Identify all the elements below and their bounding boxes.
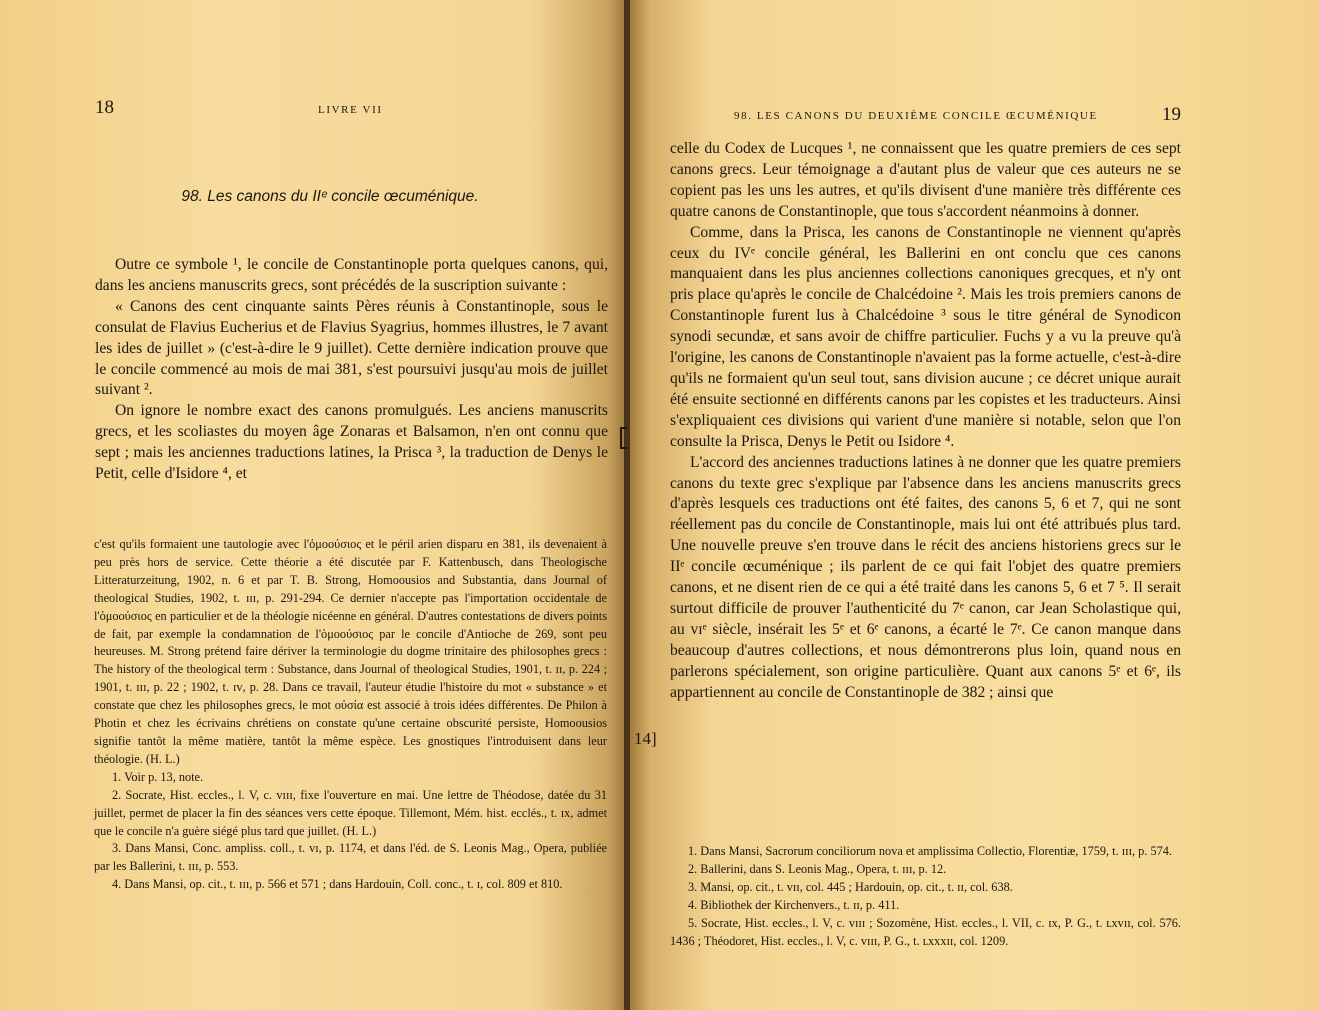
- left-page: [0, 0, 626, 1010]
- footnote: 1. Dans Mansi, Sacrorum conciliorum nova et amplissima Collectio, Florentiæ, 1759, t. ɪɪɪ, p. 574.: [688, 844, 1172, 858]
- body-text: [670, 139, 1181, 703]
- footnote: 4. Dans Mansi, op. cit., t. ɪɪɪ, p. 566 et 571 ; dans Hardouin, Coll. conc., t. ɪ, col. 809 et 810.: [112, 877, 563, 892]
- paragraph: celle du Codex de Lucques ¹, ne connaissent que les quatre premiers de ces sept canons grecs. Leur témoignage a d'autant plus de valeur que ces auteurs ne se copient pas les uns les autres, et qu'ils divisent d'une manière très différente ces quatre canons de Constantinople, que tous s'accordent néanmoins à donner.: [670, 140, 1181, 220]
- footnote: 2. Socrate, Hist. eccles., l. V, c. ᴠɪɪɪ, fixe l'ouverture en mai. Une lettre de Théodose, datée du 31 juillet, permet de placer la fin des séances vers cette époque. Tillemont, Mém. hist. ecclés., t. ɪx, admet que le concile n'a guère siégé plus tard que juillet. (H. L.): [94, 787, 607, 838]
- paragraph: On ignore le nombre exact des canons promulgués. Les anciens manuscrits grecs, et les scoliastes du moyen âge Zonaras et Balsamon, n'en ont connu que sept ; mais les anciennes traductions latines, la Prisca ³, la traduction de Denys le Petit, celle d'Isidore ⁴, et: [95, 402, 608, 483]
- right-page: [630, 0, 1319, 1010]
- footnote: 3. Dans Mansi, Conc. ampliss. coll., t. ᴠɪ, p. 1174, et dans l'éd. de S. Leonis Mag., Opera, publiée par les Ballerini, t. ɪɪɪ, p. 553.: [94, 841, 607, 874]
- footnote: 5. Socrate, Hist. eccles., l. V, c. ᴠɪɪɪ ; Sozomène, Hist. eccles., l. VII, c. ɪx, P. G., t. ʟxᴠɪɪ, col. 576. 1436 ; Théodoret, Hist. eccles., l. V, c. ᴠɪɪɪ, P. G., t. ʟxxxɪɪ, col. 1209.: [670, 915, 1181, 948]
- running-head: LIVRE VII: [318, 104, 383, 116]
- margin-bracket: [620, 427, 627, 449]
- paragraph: L'accord des anciennes traductions latines à ne donner que les quatre premiers canons du texte grec s'explique par l'absence dans les anciens manuscrits grecs d'après lesquels ces traductions ont été faites, des canons 5, 6 et 7, qui ne sont réellement pas du concile de Constantinople, mais lui ont été attribués plus tard. Une nouvelle preuve s'en trouve dans le récit des anciens historiens grecs sur le IIᵉ concile œcuménique ; ils parlent de ce qui fait l'objet des quatre premiers canons, et ne disent rien de ce qui a été traité dans les canons 5, 6 et 7 ⁵. Il serait surtout difficile de prouver l'authenticité du 7ᵉ canon, car Jean Scholastique qui, au ᴠɪᵉ siècle, insérait les 5ᵉ et 6ᵉ canons, a écarté le 7ᵉ. Ce canon manque dans beaucoup d'autres collections, et nous démontrerons plus loin, quand nous en parlerons spécialement, son origine particulière. Quant aux canons 5ᵉ et 6ᵉ, ils appartiennent au concile de Constantinople de 382 ; ainsi que: [670, 453, 1181, 701]
- margin-page-number: 14]: [634, 729, 657, 748]
- page-number: 19: [1162, 104, 1181, 125]
- section-title: 98. Les canons du IIᵉ concile œcuménique.: [181, 188, 479, 205]
- paragraph: Outre ce symbole ¹, le concile de Constantinople porta quelques canons, qui, dans les anciens manuscrits grecs, sont précédés de la suscription suivante :: [95, 256, 608, 294]
- paragraph: « Canons des cent cinquante saints Pères réunis à Constantinople, sous le consulat de Flavius Eucherius et de Flavius Syagrius, hommes illustres, le 7 avant les ides de juillet » (c'est-à-dire le 9 juillet). Cette dernière indication prouve que le concile commencé au mois de mai 381, s'est poursuivi jusqu'au mois de juillet suivant ².: [95, 297, 608, 399]
- footnote: 4. Bibliothek der Kirchenvers., t. ɪɪ, p. 411.: [688, 897, 900, 912]
- footnote: 2. Ballerini, dans S. Leonis Mag., Opera, t. ɪɪɪ, p. 12.: [688, 861, 947, 876]
- running-head: 98. LES CANONS DU DEUXIÈME CONCILE ŒCUMÉNIQUE: [734, 110, 1098, 122]
- footnote: 3. Mansi, op. cit., t. ᴠɪɪ, col. 445 ; Hardouin, op. cit., t. ɪɪ, col. 638.: [688, 879, 1013, 894]
- footnotes: [94, 536, 607, 894]
- body-text: [95, 255, 608, 485]
- footnote: 1. Voir p. 13, note.: [112, 769, 204, 784]
- page-number: 18: [95, 97, 114, 118]
- footnotes: [670, 843, 1181, 950]
- footnote-continuation: c'est qu'ils formaient une tautologie avec l'ὁμοούσιος et le péril arien disparu en 381, ils devenaient à peu près hors de service. Cette théorie a été discutée par F. Kattenbusch, dans Theologische Litteraturzeitung, 1902, n. 6 et par T. B. Strong, Homoousios and Substantia, dans Journal of theological Studies, 1902, t. ɪɪɪ, p. 291-294. Ce dernier n'accepte pas l'importation occidentale de l'ὁμοούσιος en particulier et de la théologie nicéenne en général. D'autres contestations de divers points de fait, par exemple la condamnation de l'ὁμοούσιος par le concile d'Antioche de 269, sont peu heureuses. M. Strong prétend faire dériver la terminologie du dogme trinitaire des philosophes grecs : The history of the theological term : Substance, dans Journal of theological Studies, 1901, t. ɪɪ, p. 224 ; 1901, t. ɪɪɪ, p. 22 ; 1902, t. ɪᴠ, p. 28. Dans ce travail, l'auteur étudie l'histoire du mot « substance » et constate que chez les philosophes grecs, le mot οὐσία est associé à trois idées différentes. De Philon à Photin et chez les écrivains chrétiens on constate qu'une certaine obscurité persiste, Homoousios signifie tantôt la même matière, tantôt la même espèce. Les gnostiques l'introduisent dans leur théologie. (H. L.): [94, 537, 607, 766]
- paragraph: Comme, dans la Prisca, les canons de Constantinople ne viennent qu'après ceux du IVᵉ concile général, les Ballerini en ont conclu que ces canons manquaient dans les plus anciennes collections canoniques grecques, et n'y ont pris place qu'après le concile de Chalcédoine ². Mais les trois premiers canons de Constantinople furent lus à Chalcédoine ³ sous le titre général de Synodicon synodi secundæ, et sans avoir de chiffre particulier. Fuchs y a vu la preuve qu'à l'origine, les canons de Constantinople n'avaient pas la forme actuelle, c'est-à-dire qu'ils ne formaient qu'un seul tout, sans division aucune ; ce décret unique aurait été ensuite sectionné en différents canons par les copistes et les traducteurs. Ainsi s'expliquaient ces divisions qui varient d'une manière si notable, selon que l'on consulte la Prisca, Denys le Petit ou Isidore ⁴.: [670, 223, 1181, 450]
